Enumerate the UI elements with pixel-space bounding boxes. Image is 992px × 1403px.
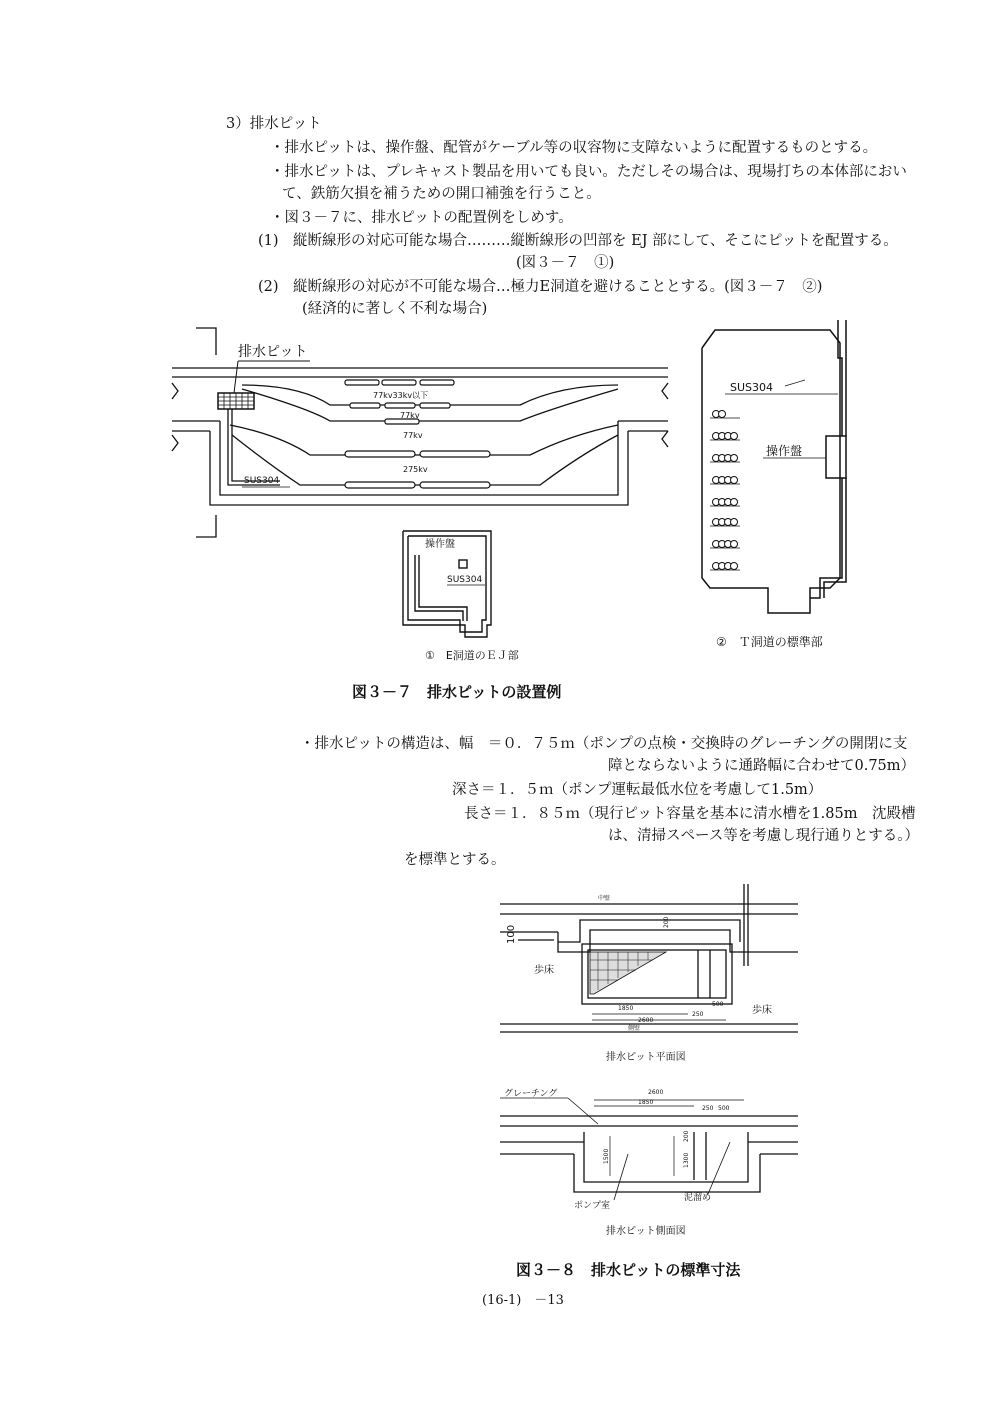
plan-walk-left: 歩床 — [534, 965, 554, 976]
label-cable-275kv: 275kv — [403, 465, 428, 474]
structure-line-1: ・排水ピットの構造は、幅 ＝０．７５ｍ（ポンプの点検・交換時のグレーチングの開閉に支 — [300, 736, 908, 752]
section-heading: 3）排水ピット — [226, 116, 322, 132]
side-title: 排水ピット側面図 — [606, 1226, 686, 1237]
figure-3-7-longitudinal-section — [170, 325, 690, 545]
figure-3-8-title: 図３－８ 排水ピットの標準寸法 — [516, 1261, 741, 1279]
item-1-line-2: (図３－７ ①) — [516, 255, 615, 271]
structure-line-3: 深さ＝１．５ｍ（ポンプ運転最低水位を考慮して1.5m） — [452, 782, 823, 798]
side-dim-1500: 1500 — [603, 1148, 610, 1164]
caption-ej: ① E洞道のＥＪ部 — [425, 649, 519, 662]
side-dim-1850: 1850 — [638, 1099, 654, 1106]
plan-center-wall: 中壁 — [598, 895, 611, 902]
cable-rack — [713, 411, 726, 418]
item-1-line-1: (1) 縦断線形の対応可能な場合………縦断線形の凹部を EJ 部にして、そこにピットを配置する。 — [258, 233, 898, 249]
drain-pit-marker — [218, 393, 254, 409]
side-dim-1300: 1300 — [683, 1152, 690, 1168]
structure-line-6: を標準とする。 — [404, 852, 506, 868]
figure-3-8-plan-view — [498, 880, 804, 1070]
side-pump-room: ポンプ室 — [574, 1201, 611, 1211]
plan-title: 排水ピット平面図 — [606, 1052, 686, 1063]
structure-line-4: 長さ＝１．８５ｍ（現行ピット容量を基本に清水槽を1.85m 沈殿槽 — [464, 806, 916, 822]
item-2-line-1: (2) 縦断線形の対応が不可能な場合…極力E洞道を避けることとする。(図３－７ ②) — [258, 279, 823, 295]
bullet-3: ・図３－７に、排水ピットの配置例をしめす。 — [270, 210, 573, 226]
label-sus304-main: SUS304 — [244, 476, 280, 486]
caption-t: ② Ｔ洞道の標準部 — [716, 635, 823, 649]
label-sus304-ej: SUS304 — [447, 575, 483, 585]
grating-hatch — [590, 952, 666, 994]
side-dim-200: 200 — [683, 1130, 690, 1142]
item-2-line-2: (経済的に著しく不利な場合) — [302, 301, 488, 317]
figure-3-7-ej-cross-section — [395, 525, 535, 665]
label-cable-77kv33kv: 77kv33kv以下 — [373, 391, 429, 400]
side-dim-250: 250 — [702, 1105, 714, 1112]
structure-line-5: は、清掃スペース等を考慮し現行通りとする。） — [608, 828, 920, 844]
plan-dim-250: 250 — [692, 1011, 704, 1018]
label-cable-77kv-b: 77kv — [403, 431, 423, 440]
page-number: (16-1) －13 — [482, 1293, 564, 1308]
side-mud-trap: 泥溜め — [684, 1193, 712, 1203]
label-cable-77kv-a: 77kv — [400, 411, 420, 420]
plan-dim-100: 100 — [506, 924, 517, 944]
side-dim-500: 500 — [718, 1105, 730, 1112]
label-sus304-t: SUS304 — [730, 381, 774, 394]
side-dim-2600: 2600 — [648, 1089, 664, 1096]
figure-3-7-t-tunnel-section — [690, 318, 860, 653]
side-grating: グレーチング — [504, 1089, 558, 1099]
plan-side-wall: 側壁 — [628, 1025, 641, 1032]
figure-3-7-title: 図３－７ 排水ピットの設置例 — [352, 683, 562, 701]
bullet-2-line-2: て、鉄筋欠損を補うための開口補強を行うこと。 — [282, 186, 601, 202]
plan-dim-500: 500 — [712, 1001, 724, 1008]
figure-3-8-side-view — [498, 1080, 804, 1240]
bullet-2-line-1: ・排水ピットは、プレキャスト製品を用いても良い。ただしその場合は、現場打ちの本体部におい — [270, 164, 907, 180]
label-panel-t: 操作盤 — [766, 444, 803, 458]
structure-line-2: 障とならないように通路幅に合わせて0.75m） — [608, 758, 916, 774]
plan-dim-200: 200 — [663, 916, 670, 928]
label-drain-pit: 排水ピット — [238, 344, 308, 360]
plan-dim-2600: 2600 — [638, 1017, 654, 1024]
bullet-1: ・排水ピットは、操作盤、配管がケーブル等の収容物に支障ないように配置するものとする。 — [270, 140, 878, 156]
label-panel-ej: 操作盤 — [425, 539, 455, 550]
plan-walk-right: 歩床 — [752, 1005, 772, 1016]
plan-dim-1850: 1850 — [618, 1005, 634, 1012]
